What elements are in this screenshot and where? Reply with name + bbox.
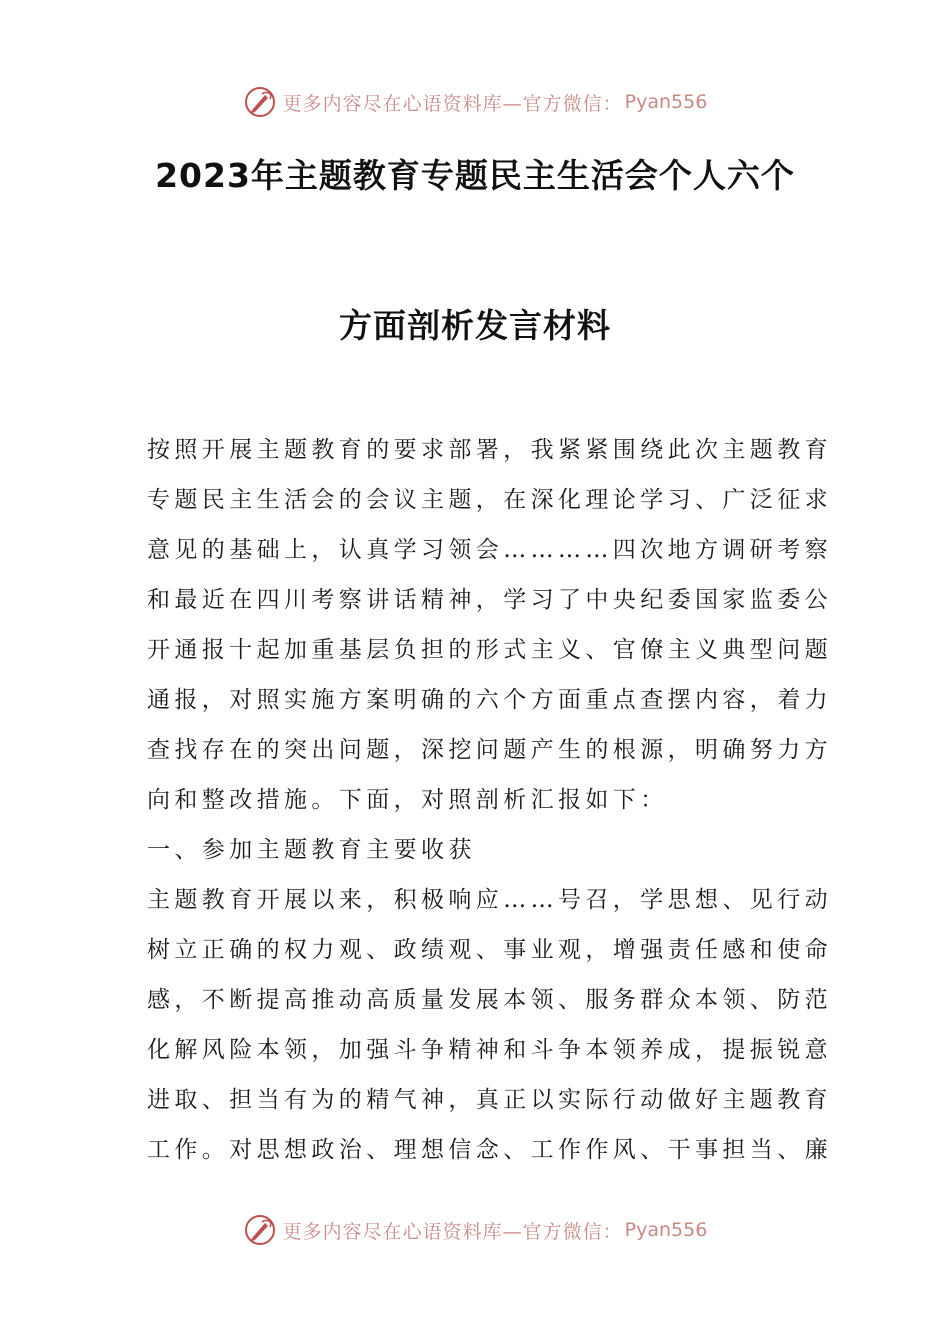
body-line: 查找存在的突出问题，深挖问题产生的根源，明确努力方 bbox=[147, 737, 832, 763]
section-heading: 一、参加主题教育主要收获 bbox=[147, 837, 476, 863]
body-line: 和最近在四川考察讲话精神，学习了中央纪委国家监委公 bbox=[147, 587, 832, 613]
pen-logo-icon bbox=[243, 1213, 277, 1247]
body-line: 工作。对思想政治、理想信念、工作作风、干事担当、廉 bbox=[147, 1137, 832, 1163]
document-title-line-2: 方面剖析发言材料 bbox=[339, 306, 611, 345]
body-line: 专题民主生活会的会议主题，在深化理论学习、广泛征求 bbox=[147, 487, 832, 513]
body-line: 进取、担当有为的精气神，真正以实际行动做好主题教育 bbox=[147, 1087, 832, 1113]
watermark-wechat-id: Pyan556 bbox=[624, 1219, 708, 1241]
body-line: 按照开展主题教育的要求部署，我紧紧围绕此次主题教育 bbox=[147, 437, 832, 463]
pen-logo-icon bbox=[243, 85, 277, 119]
watermark-text: 更多内容尽在心语资料库—官方微信： bbox=[282, 92, 623, 115]
watermark-header bbox=[0, 82, 950, 122]
body-line: 化解风险本领，加强斗争精神和斗争本领养成，提振锐意 bbox=[147, 1037, 832, 1063]
body-line: 向和整改措施。下面，对照剖析汇报如下： bbox=[147, 787, 668, 813]
body-line: 感，不断提高推动高质量发展本领、服务群众本领、防范 bbox=[147, 987, 832, 1013]
watermark-text: 更多内容尽在心语资料库—官方微信： bbox=[282, 1220, 623, 1243]
body-line: 开通报十起加重基层负担的形式主义、官僚主义典型问题 bbox=[147, 637, 832, 663]
watermark-footer bbox=[0, 1210, 950, 1250]
body-line: 意见的基础上，认真学习领会…………四次地方调研考察 bbox=[147, 537, 832, 563]
body-line: 主题教育开展以来，积极响应……号召，学思想、见行动 bbox=[147, 887, 832, 913]
watermark-wechat-id: Pyan556 bbox=[624, 91, 708, 113]
body-line: 通报，对照实施方案明确的六个方面重点查摆内容，着力 bbox=[147, 687, 832, 713]
body-text bbox=[147, 425, 832, 1175]
document-title-line-1: 2023年主题教育专题民主生活会个人六个 bbox=[155, 156, 795, 195]
body-line: 树立正确的权力观、政绩观、事业观，增强责任感和使命 bbox=[147, 937, 832, 963]
